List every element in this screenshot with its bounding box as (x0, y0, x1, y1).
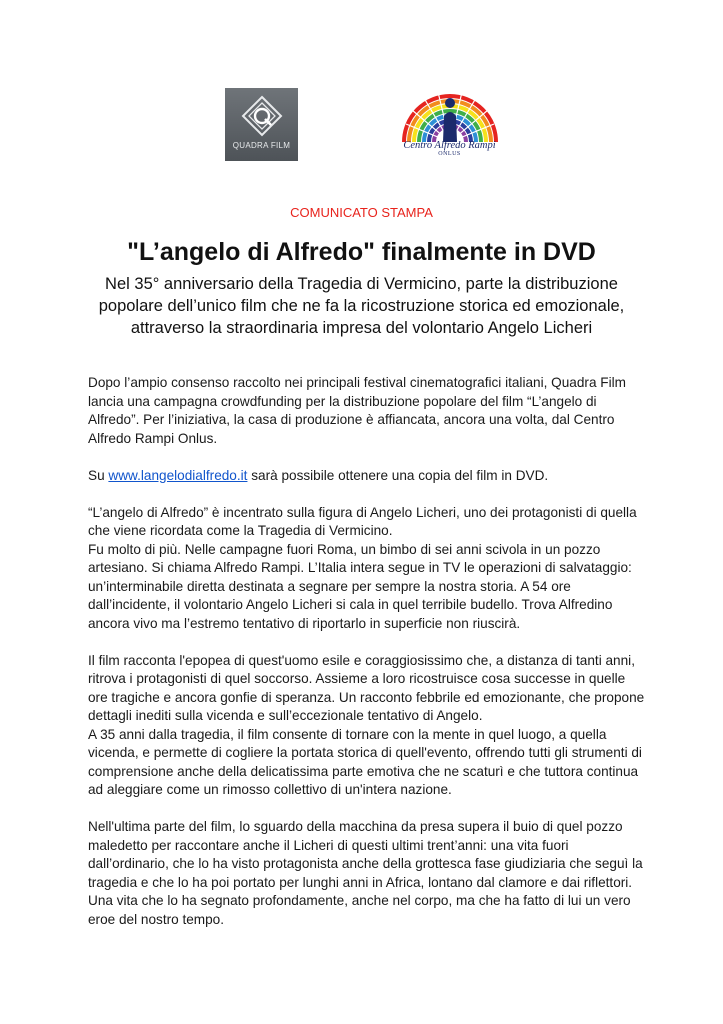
website-link[interactable]: www.langelodialfredo.it (108, 467, 248, 483)
paragraph-film (88, 652, 648, 800)
paragraph-website (88, 467, 648, 486)
quadra-film-text: QUADRA FILM (232, 141, 291, 150)
rampi-name: Centro Alfredo Rampi (403, 140, 496, 151)
paragraph-intro: Dopo l’ampio consenso raccolto nei principali festival cinematografici italiani, Quadra Film lancia una campagna crowdfunding per la distribuzione popolare del film “L’angelo di Alfredo”. Per l’iniziativa, la casa di produzione è affiancata, ancora una volta, dal Centro Alfredo Rampi Onlus. (88, 375, 626, 446)
website-suffix: sarà possibile ottenere una copia del film in DVD. (247, 467, 549, 483)
paragraph-story (88, 504, 648, 634)
page-subtitle: Nel 35° anniversario della Tragedia di Vermicino, parte la distribuzione popolare dell’unico film che ne fa la ricostruzione storica ed emozionale, attraverso la straordinaria impresa del volontario Angelo Licheri (98, 275, 625, 337)
paragraph-story-a: “L’angelo di Alfredo” è incentrato sulla figura di Angelo Licheri, uno dei protagonisti di quella che viene ricordata come la Tragedia di Vermicino. (88, 504, 637, 538)
rampi-sub: ONLUS (438, 151, 461, 157)
quadra-q-diamond-icon (240, 94, 284, 138)
website-prefix: Su (88, 467, 109, 483)
centro-alfredo-rampi-logo (398, 88, 501, 168)
paragraph-film-a: Il film racconta l'epopea di quest'uomo esile e coraggiosissimo che, a distanza di tanti anni, ritrova i protagonisti di quel soccorso. Assieme a loro ricostruisce cosa successe in quelle ore tragiche e ancora gonfie di speranza. Un racconto febbrile ed emozionante, che propone dettagli inediti sulla vicenda e sull’eccezionale tentativo di Angelo. (88, 652, 645, 723)
article-body (88, 374, 648, 948)
paragraph-ending: Nell'ultima parte del film, lo sguardo della macchina da presa supera il buio di quel pozzo maledetto per raccontare anche il Licheri di questi ultimi trent’anni: una vita fuori dall’ordinario, che lo ha visto protagonista anche della grottesca fase giudiziaria che seguì la tragedia e che lo ha poi portato per lunghi anni in Africa, lontano dal clamore e dai riflettori. Una vita che lo ha segnato profondamente, anche nel corpo, ma che ha fatto di lui un vero eroe del nostro tempo. (88, 819, 643, 927)
press-release-kicker: COMUNICATO STAMPA (290, 205, 433, 220)
quadra-film-logo (225, 88, 298, 161)
logo-bar (0, 88, 723, 168)
paragraph-film-b: A 35 anni dalla tragedia, il film consente di tornare con la mente in quel luogo, a quella vicenda, e permette di cogliere la portata storica di quell'evento, offrendo tutti gli strumenti di comprensione anche della delicatissima parte emotiva che ne scaturì e che tuttora continua ad aleggiare come un rimosso collettivo di un'intera nazione. (88, 726, 642, 797)
rainbow-figure-icon (400, 88, 500, 142)
paragraph-story-b: Fu molto di più. Nelle campagne fuori Roma, un bimbo di sei anni scivola in un pozzo artesiano. Si chiama Alfredo Rampi. L’Italia intera segue in TV le operazioni di salvataggio: un’interminabile diretta destinata a segnare per sempre la nostra storia. A 54 ore dall’incidente, il volontario Angelo Licheri si cala in quel terribile budello. Trova Alfredino ancora vivo ma l’estremo tentativo di riportarlo in superficie non riuscirà. (88, 541, 632, 631)
page-title: "L’angelo di Alfredo" finalmente in DVD (127, 238, 596, 266)
